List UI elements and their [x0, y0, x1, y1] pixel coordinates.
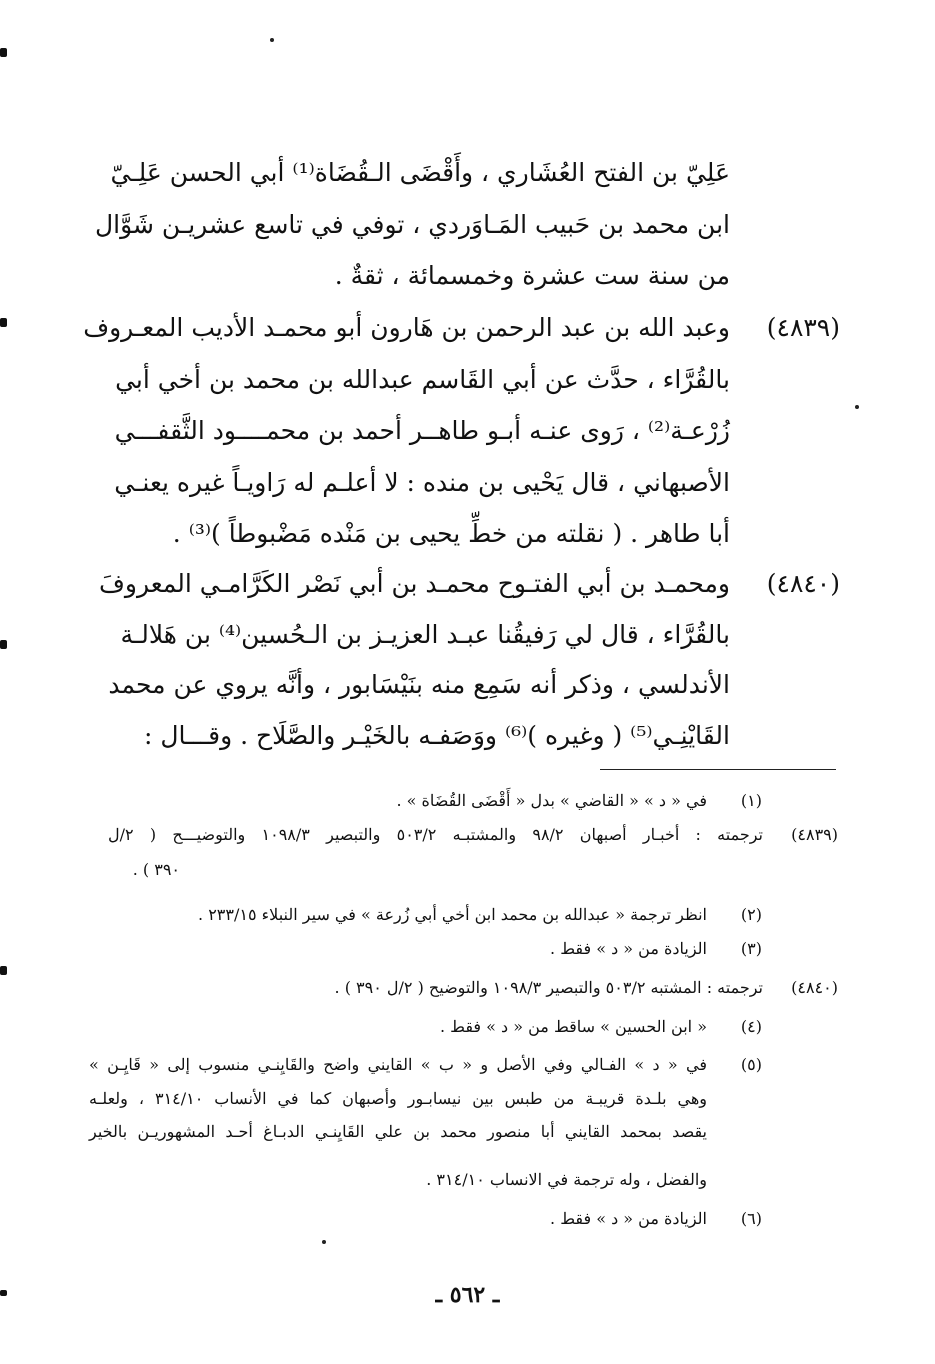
- intro-line: عَلِيّ بن الفتح العُشَاري ، وأَقْضَى الـقُضَاة⁽¹⁾ أبي الحسن عَلِـيّ: [110, 158, 730, 187]
- entry-line: القَايْنِـي⁽⁵⁾ ( وغيره )⁽⁶⁾ ووَصَفـه بالخَيْـر والصَّلَاح . وقـــال :: [144, 721, 730, 750]
- footnote-number: (٦): [740, 1209, 762, 1228]
- footnote-line: ترجمته : المشتبه ٥٠٣/٢ والتبصير ١٠٩٨/٣ والتوضيح ( ٢/ل ٣٩٠ ) .: [334, 978, 763, 997]
- footnote-line: « ابن الحسين » ساقط من « د » فقط .: [439, 1017, 707, 1036]
- scan-dot: [270, 38, 274, 42]
- footnote-number: (٤): [740, 1017, 762, 1036]
- intro-line: ابن محمد بن حَبيب المَـاوَردي ، توفي في تاسع عشريـن شَوَّال: [94, 210, 730, 239]
- footnote-number: (٢): [740, 905, 762, 924]
- footnote-line: في « د » « القاضي » بدل « أَقْضَى القُضَاة » .: [396, 791, 707, 810]
- footnote-number: (٤٨٣٩): [791, 825, 838, 844]
- footnote-number: (١): [740, 791, 762, 810]
- footnote-separator: [600, 769, 836, 770]
- footnote-number: (٥): [740, 1055, 762, 1074]
- footnote-line: والفضل ، وله ترجمة في الانساب ٣١٤/١٠ .: [426, 1170, 707, 1189]
- footnote-number: (٣): [740, 939, 762, 958]
- entry-line: ومحمـد بن أبي الفتـوح محمـد بن أبي نَصْر الكَرَّامـي المعروفَ: [99, 569, 730, 598]
- entry-line: وعبد الله بن عبد الرحمن بن هَارون أبو محمـد الأديب المعـروف: [83, 313, 730, 342]
- entry-line: الأندلسي ، وذكر أنه سَمِع منه بنَيْسَابور ، وأنَّه يروي عن محمد: [108, 670, 730, 699]
- footnote-number: (٤٨٤٠): [791, 978, 838, 997]
- scan-speck: [0, 640, 7, 649]
- entry-line: زُرْعـة⁽²⁾ ، رَوى عنـه أبـو طاهــر أحمد بن محمــــود الثَّقفـــي: [114, 416, 730, 445]
- entry-line: الأصبهاني ، قال يَحْيى بن منده : لا أعلـم له رَاويـاً غيره يعنـي: [114, 468, 730, 497]
- footnote-line: الزيادة من « د » فقط .: [550, 939, 707, 958]
- footnote-line: وهي بلـدة قريبـة من طبس بين نيسابـور وأصبهان كما في الأنساب ٣١٤/١٠ ، ولعلـه: [89, 1089, 708, 1108]
- entry-line: بالقُرَّاء ، حدَّث عن أبي القَاسم عبدالله بن محمد بن أخي أبي: [115, 365, 730, 394]
- intro-line: من سنة ست عشرة وخمسمائة ، ثقةٌ .: [334, 261, 730, 290]
- scan-dot: [322, 1240, 326, 1244]
- scan-speck: [0, 48, 7, 57]
- scan-dot: [855, 405, 859, 409]
- entry-line: أبا طاهر . ( نقلته من خطِّ يحيى بن مَنْده مَضْبوطاً )⁽³⁾ .: [172, 519, 730, 548]
- scan-speck: [0, 966, 7, 975]
- footnote-line: انظر ترجمة « عبدالله بن محمد ابن أخي أبي زُرعة » في سير النبلاء ٢٣٣/١٥ .: [198, 905, 707, 924]
- page-number: ـ ٥٦٢ ـ: [435, 1282, 500, 1308]
- entry-number: (٤٨٣٩): [766, 313, 840, 342]
- footnote-line: يقصد بمحمد القايني أبا منصور محمد بن علي القَايِنـي الدبـاغ أحـد المشهوريـن بالخير: [89, 1122, 707, 1141]
- footnote-line: الزيادة من « د » فقط .: [550, 1209, 707, 1228]
- footnote-line: ترجمته : أخبـار أصبهان ٩٨/٢ والمشتبـه ٥٠٣/٢ والتبصير ١٠٩٨/٣ والتوضيـــح ( ٢/ل: [108, 825, 764, 844]
- entry-line: بالقُرَّاء ، قال لي رَفيقُنا عبـد العزيـز بن الـحُسين⁽⁴⁾ بن هَلالـة: [120, 620, 730, 649]
- footnote-line: ٣٩٠ ) .: [132, 860, 180, 879]
- entry-number: (٤٨٤٠): [766, 569, 840, 598]
- scan-speck: [0, 318, 7, 327]
- footnote-line: في « د » الفـالي وفي الأصل و « ب » القايني واضح والقَايِنـي منسوب إلى « قَايِـن »: [89, 1055, 707, 1074]
